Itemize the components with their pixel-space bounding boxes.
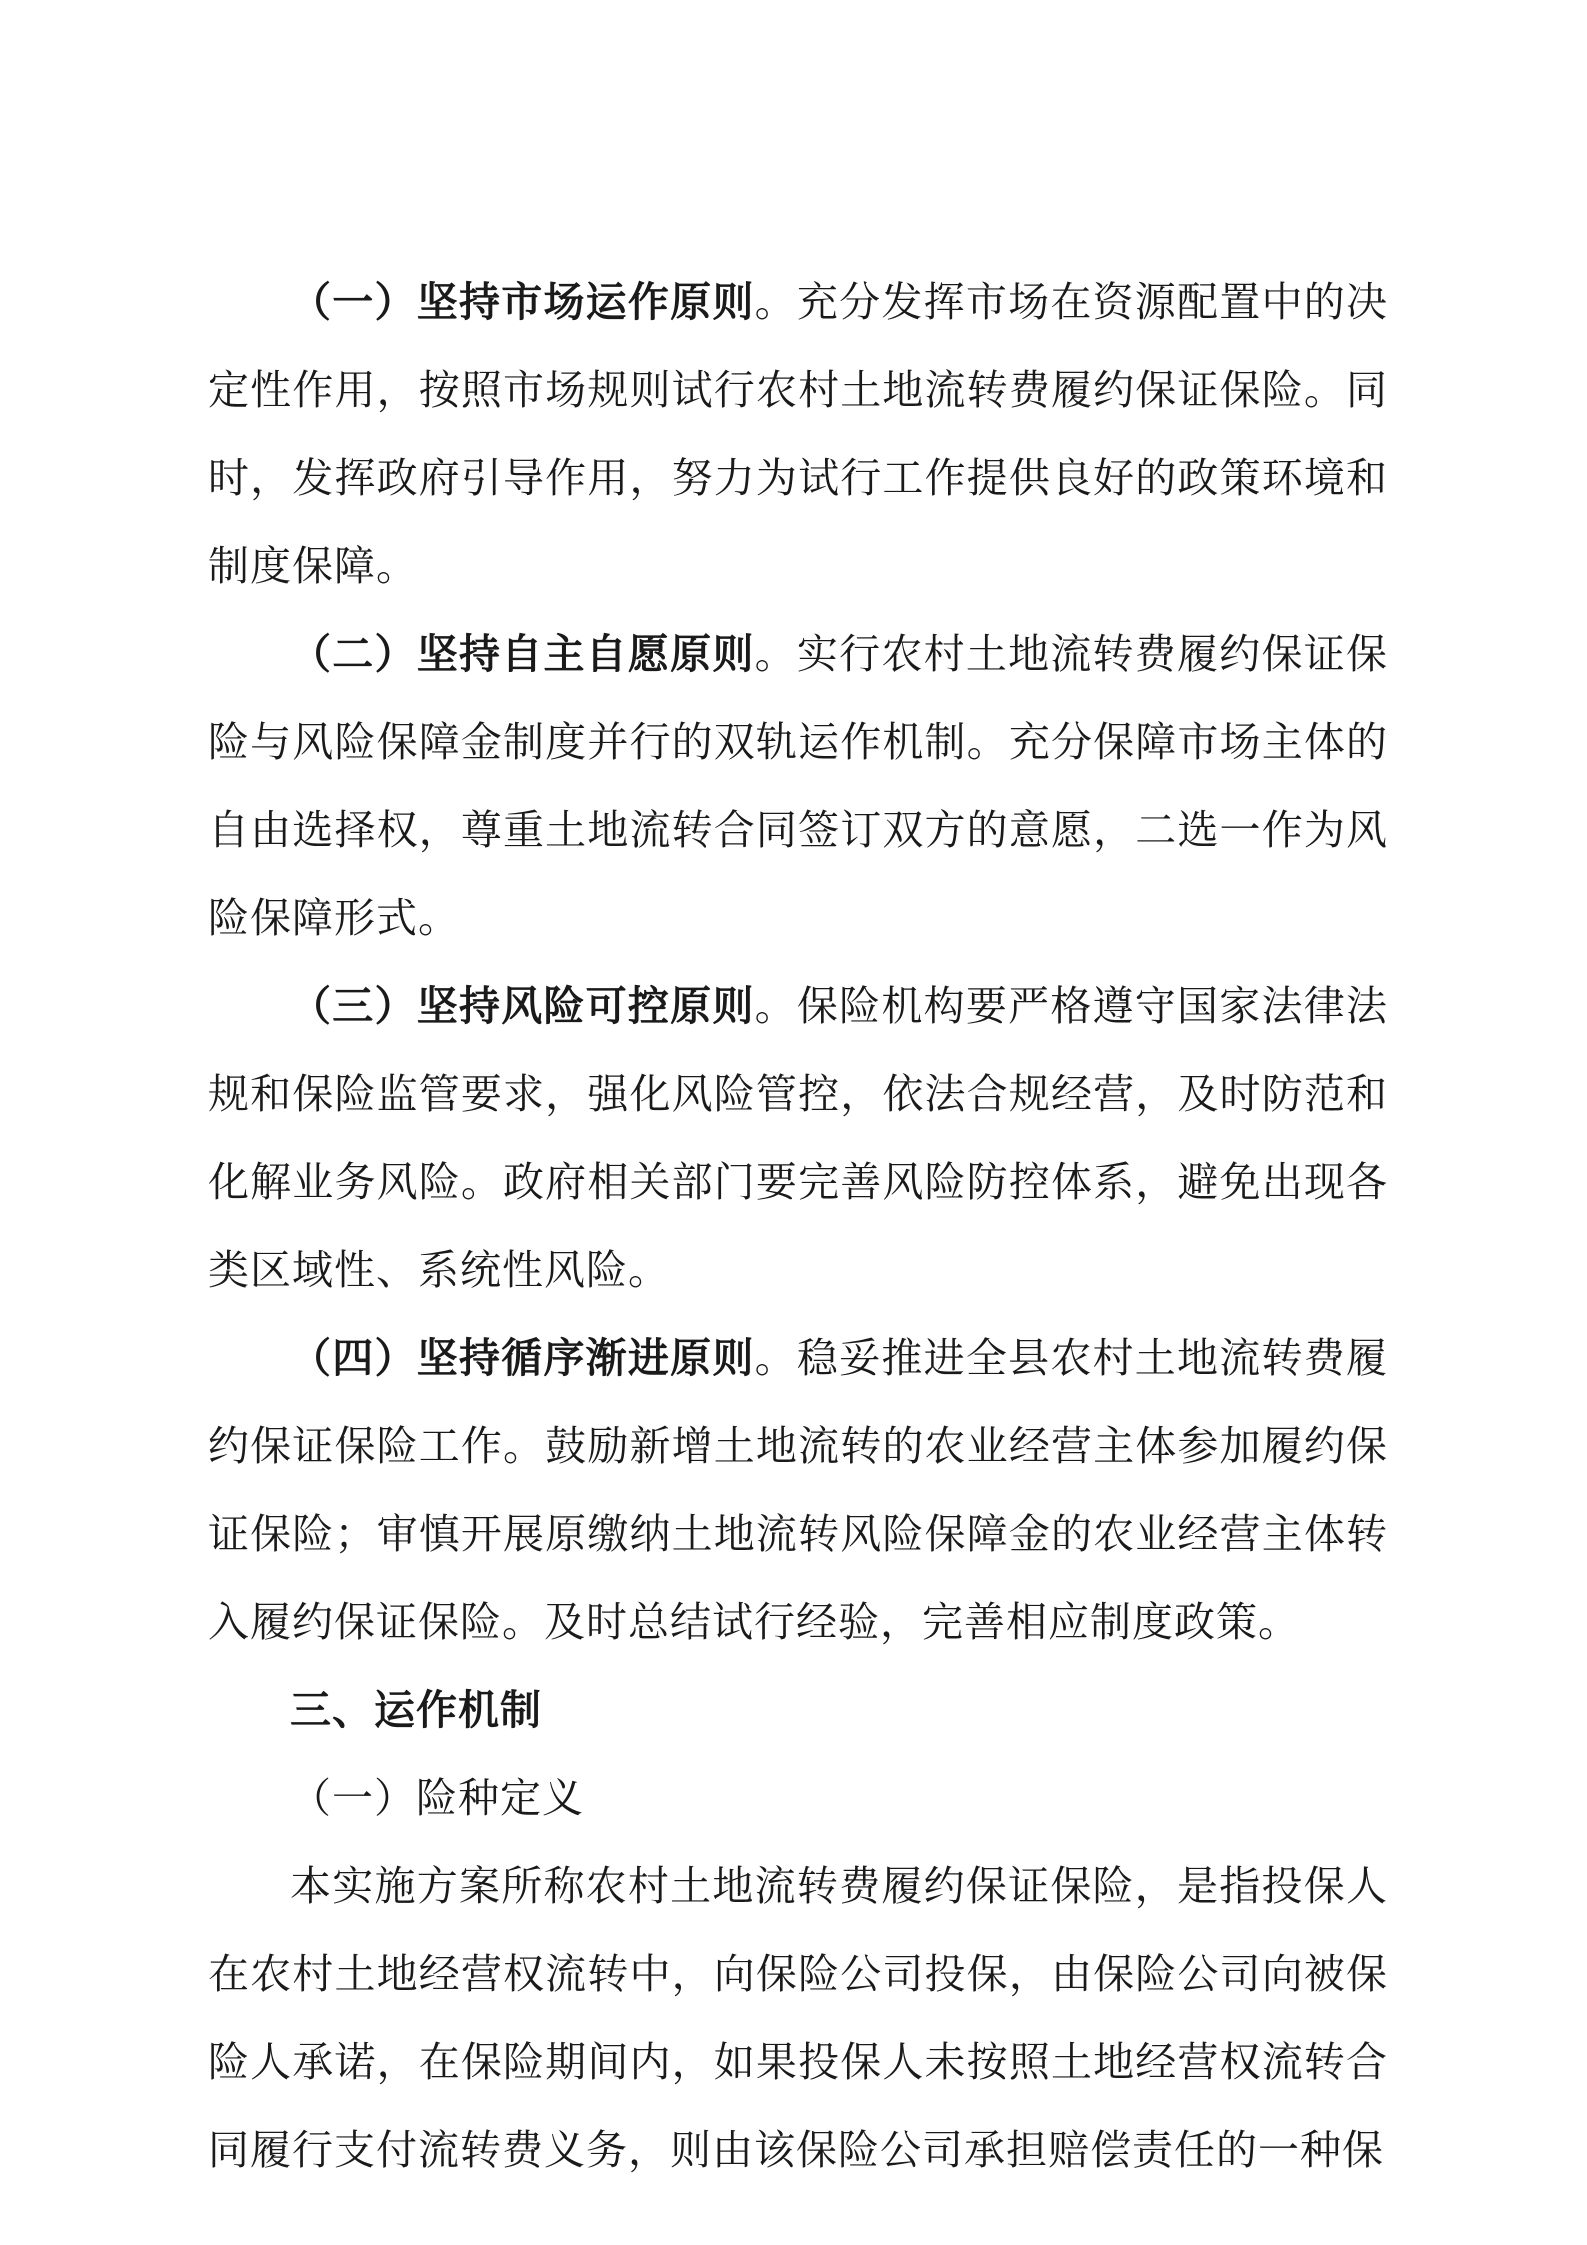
principle-paragraph-4: [208, 1314, 1388, 1666]
subsection-heading: （一）险种定义: [290, 1774, 584, 1822]
principle-body-3: 。保险机构要严格遵守国家法律法规和保险监管要求，强化风险管控，依法合规经营，及时防范和化解业务风险。政府相关部门要完善风险防控体系，避免出现各类区域性、系统性风险。: [208, 982, 1388, 1294]
principle-lead-3: （三）坚持风险可控原则: [290, 982, 755, 1030]
principle-lead-1: （一）坚持市场运作原则: [290, 278, 755, 326]
document-body: [208, 258, 1388, 2194]
section-heading: 三、运作机制: [290, 1686, 542, 1734]
principle-paragraph-2: [208, 610, 1388, 962]
principle-paragraph-3: [208, 962, 1388, 1314]
principle-paragraph-1: [208, 258, 1388, 610]
principle-lead-2: （二）坚持自主自愿原则: [290, 630, 755, 678]
definition-paragraph: 本实施方案所称农村土地流转费履约保证保险，是指投保人在农村土地经营权流转中，向保险公司投保，由保险公司向被保险人承诺，在保险期间内，如果投保人未按照土地经营权流转合同履行支付流转费义务，则由该保险公司承担赔偿责任的一种保: [208, 1862, 1388, 2174]
principle-body-1: 。充分发挥市场在资源配置中的决定性作用，按照市场规则试行农村土地流转费履约保证保险。同时，发挥政府引导作用，努力为试行工作提供良好的政策环境和制度保障。: [208, 278, 1388, 590]
principle-body-4: 。稳妥推进全县农村土地流转费履约保证保险工作。鼓励新增土地流转的农业经营主体参加履约保证保险；审慎开展原缴纳土地流转风险保障金的农业经营主体转入履约保证保险。及时总结试行经验，完善相应制度政策。: [208, 1334, 1388, 1646]
principle-body-2: 。实行农村土地流转费履约保证保险与风险保障金制度并行的双轨运作机制。充分保障市场主体的自由选择权，尊重土地流转合同签订双方的意愿，二选一作为风险保障形式。: [208, 630, 1388, 942]
principle-lead-4: （四）坚持循序渐进原则: [290, 1334, 755, 1382]
